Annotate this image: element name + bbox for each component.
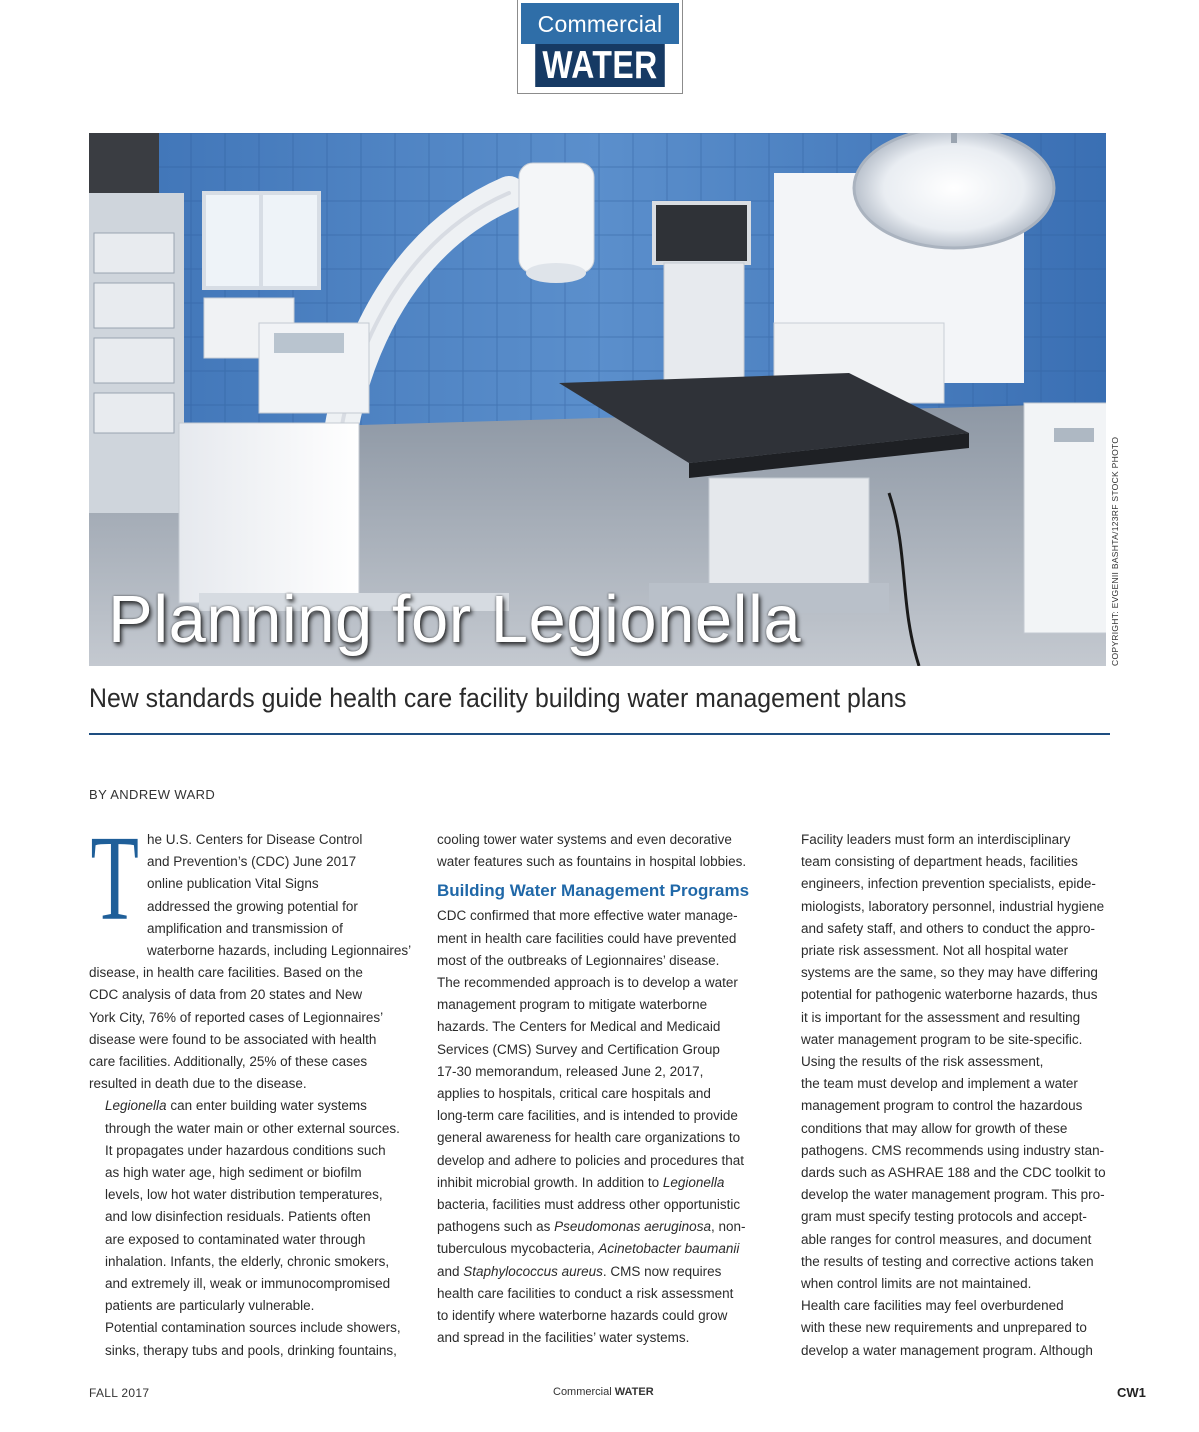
text-line: engineers, infection prevention specialists, epide-: [801, 876, 1096, 892]
text-line: and Prevention’s (CDC) June 2017: [147, 854, 357, 870]
paragraph: [89, 1095, 429, 1317]
masthead-logo: [517, 0, 683, 94]
text-line: able ranges for control measures, and document: [801, 1231, 1092, 1247]
text-line: and spread in the facilities’ water systems.: [437, 1330, 690, 1346]
text-line: priate risk assessment. Not all hospital water: [801, 943, 1069, 959]
text-line: the team must develop and implement a water: [801, 1076, 1078, 1092]
footer-publication-regular: Commercial: [553, 1386, 612, 1398]
text-line: Legionella can enter building water systems: [105, 1098, 367, 1114]
drop-cap: T: [90, 811, 139, 946]
article-subtitle: New standards guide health care facility building water management plans: [89, 683, 907, 713]
text-line: dards such as ASHRAE 188 and the CDC toolkit to: [801, 1165, 1106, 1181]
text-line: hazards. The Centers for Medical and Medicaid: [437, 1019, 721, 1035]
text-line: develop the water management program. This pro-: [801, 1187, 1105, 1203]
article-title: Planning for Legionella: [108, 582, 802, 657]
text-line: long-term care facilities, and is intended to provide: [437, 1108, 738, 1124]
text-line: The recommended approach is to develop a water: [437, 975, 738, 991]
text-line: York City, 76% of reported cases of Legionnaires’: [89, 1009, 384, 1025]
text-line: and safety staff, and others to conduct the appro-: [801, 920, 1095, 936]
byline: BY ANDREW WARD: [89, 787, 216, 802]
text-line: amplification and transmission of: [147, 920, 343, 936]
text-line: it is important for the assessment and resulting: [801, 1009, 1081, 1025]
text-line: Services (CMS) Survey and Certification Group: [437, 1041, 720, 1057]
text-line: management program to mitigate waterborne: [437, 997, 708, 1013]
text-line: develop and adhere to policies and procedures that: [437, 1152, 744, 1168]
text-line: Facility leaders must form an interdisciplinary: [801, 832, 1071, 847]
hero-photo: [89, 133, 1106, 666]
text-line: disease were found to be associated with health: [89, 1031, 377, 1047]
footer-publication-bold: WATER: [614, 1386, 654, 1398]
text-line: to identify where waterborne hazards could grow: [437, 1308, 728, 1324]
text-line: waterborne hazards, including Legionnaires’: [147, 943, 412, 959]
text-line: resulted in death due to the disease.: [89, 1076, 307, 1092]
text-line: miologists, laboratory personnel, industrial hygiene: [801, 898, 1105, 914]
text-line: ment in health care facilities could have prevented: [437, 930, 737, 946]
text-line: water management program to be site-specific.: [801, 1031, 1083, 1047]
text-line: health care facilities to conduct a risk assessment: [437, 1285, 734, 1301]
photo-credit: COPYRIGHT: EVGENII BASHTA/123RF STOCK PHOTO: [1110, 436, 1120, 666]
text-line: are exposed to contaminated water through: [105, 1231, 366, 1247]
paragraph: [89, 1317, 429, 1361]
text-line: addressed the growing potential for: [147, 898, 358, 914]
text-line: Health care facilities may feel overburdened: [801, 1298, 1064, 1314]
text-line: disease, in health care facilities. Based on the: [89, 965, 363, 981]
text-line: through the water main or other external sources.: [105, 1120, 400, 1136]
article-column-3: [785, 829, 1125, 1362]
text-line: develop a water management program. Although: [801, 1342, 1093, 1358]
section-heading: Building Water Management Programs: [437, 881, 750, 901]
text-line: CDC analysis of data from 20 states and New: [89, 987, 363, 1003]
paragraph: [437, 905, 777, 1349]
text-line: conditions that may allow for growth of these: [801, 1120, 1068, 1136]
text-line: applies to hospitals, critical care hospitals and: [437, 1086, 711, 1102]
text-line: most of the outbreaks of Legionnaires’ disease.: [437, 952, 720, 968]
paragraph: [437, 829, 777, 873]
footer-publication: [553, 1386, 654, 1398]
text-line: general awareness for health care organizations to: [437, 1130, 741, 1146]
text-line: the results of testing and corrective actions taken: [801, 1253, 1094, 1269]
title-divider: [89, 733, 1110, 735]
text-line: with these new requirements and unprepared to: [801, 1320, 1087, 1336]
text-line: and extremely ill, weak or immunocompromised: [105, 1276, 391, 1292]
text-line: water features such as fountains in hospital lobbies.: [437, 854, 747, 870]
text-line: management program to control the hazardous: [801, 1098, 1083, 1114]
text-line: pathogens. CMS recommends using industry stan-: [801, 1142, 1105, 1158]
paragraph: [89, 811, 429, 1095]
text-line: online publication Vital Signs: [147, 876, 319, 892]
paragraph: [785, 1051, 1125, 1295]
text-line: patients are particularly vulnerable.: [105, 1298, 315, 1314]
text-line: he U.S. Centers for Disease Control: [147, 832, 363, 847]
paragraph: [785, 1295, 1125, 1362]
text-line: as high water age, high sediment or biofilm: [105, 1165, 362, 1181]
text-line: CDC confirmed that more effective water manage-: [437, 908, 738, 924]
text-line: when control limits are not maintained.: [801, 1276, 1032, 1292]
text-line: bacteria, facilities must address other opportunistic: [437, 1197, 741, 1213]
issue-date: FALL 2017: [89, 1386, 150, 1400]
text-line: gram must specify testing protocols and accept-: [801, 1209, 1087, 1225]
text-line: tuberculous mycobacteria, Acinetobacter baumanii: [437, 1241, 740, 1257]
text-line: pathogens such as Pseudomonas aeruginosa, non-: [437, 1219, 746, 1235]
text-line: levels, low hot water distribution temperatures,: [105, 1187, 383, 1203]
text-line: inhalation. Infants, the elderly, chronic smokers,: [105, 1253, 390, 1269]
text-line: and Staphylococcus aureus. CMS now requires: [437, 1263, 722, 1279]
text-line: Using the results of the risk assessment,: [801, 1054, 1044, 1070]
masthead-line1: Commercial: [521, 3, 679, 44]
paragraph: [785, 829, 1125, 1051]
text-line: systems are the same, so they may have differing: [801, 965, 1098, 981]
article-column-2: [437, 829, 777, 1349]
page-number: CW1: [1117, 1385, 1146, 1400]
text-line: potential for pathogenic waterborne hazards, thus: [801, 987, 1098, 1003]
text-line: Potential contamination sources include showers,: [105, 1320, 401, 1336]
text-line: sinks, therapy tubs and pools, drinking fountains,: [105, 1342, 397, 1358]
text-line: inhibit microbial growth. In addition to Legionella: [437, 1174, 725, 1190]
text-line: It propagates under hazardous conditions such: [105, 1142, 386, 1158]
text-line: cooling tower water systems and even decorative: [437, 832, 732, 847]
masthead-line2: WATER: [535, 44, 665, 87]
text-line: 17-30 memorandum, released June 2, 2017,: [437, 1063, 704, 1079]
text-line: care facilities. Additionally, 25% of these cases: [89, 1054, 368, 1070]
article-column-1: [89, 811, 429, 1362]
text-line: and low disinfection residuals. Patients often: [105, 1209, 371, 1225]
text-line: team consisting of department heads, facilities: [801, 854, 1078, 870]
